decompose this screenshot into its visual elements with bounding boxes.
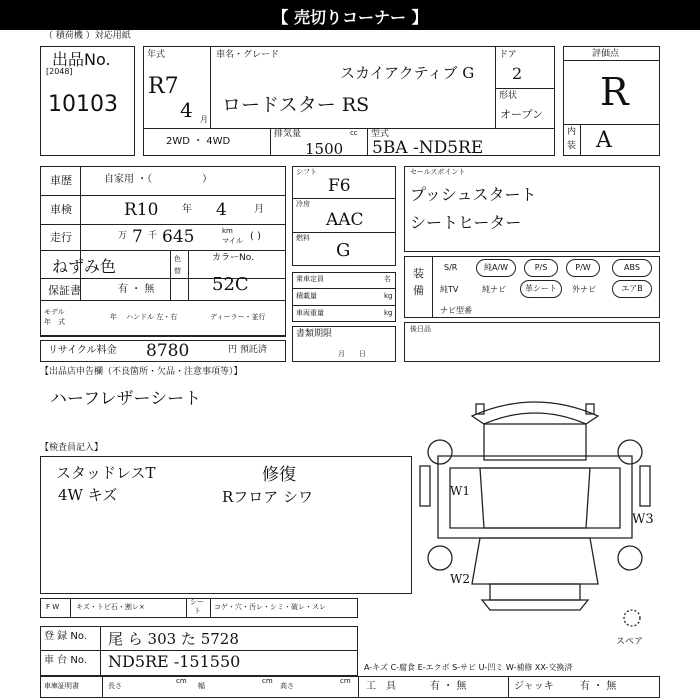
history-label: 車歴 xyxy=(50,174,72,187)
color-value: ねずみ色 xyxy=(52,257,117,276)
equip-ext-navi: 外ナビ xyxy=(572,285,596,294)
fw-seat-label-2: ト xyxy=(194,607,201,615)
navi-model-label: ナビ型番 xyxy=(440,306,472,315)
header-title: 【 売切りコーナー 】 xyxy=(272,8,428,27)
interior-value: A xyxy=(596,128,612,153)
grade-handwritten: スカイアクティブ G xyxy=(340,64,475,82)
damage-legend: A-キズ C-腐食 E-エクボ S-サビ U-凹ミ W-補修 XX-交換済 xyxy=(364,663,573,672)
load-unit: kg xyxy=(384,292,393,300)
weight-label: 車両重量 xyxy=(296,309,324,317)
rating-value: R xyxy=(600,70,629,114)
mileage-unit-km: km xyxy=(222,227,233,235)
dealer-label: ディーラー・並行 xyxy=(210,313,266,321)
year-month-unit: 月 xyxy=(200,115,208,124)
shape-value: オープン xyxy=(500,108,544,121)
equip-power-window: P/W xyxy=(566,259,600,277)
equip-sr: S/R xyxy=(444,263,458,272)
name-label: 車名・グレード xyxy=(216,50,280,60)
color-change-2: 替 xyxy=(174,267,181,275)
seller-notes-value: ハーフレザーシート xyxy=(50,389,202,409)
drive-label: 2WD ・ 4WD xyxy=(166,136,231,147)
recycle-unit: 円 預託済 xyxy=(228,345,267,355)
tools-label: 工 具 xyxy=(366,681,396,692)
registration-label: 登 録 No. xyxy=(44,631,87,642)
fuel-value: G xyxy=(336,240,351,261)
mileage-value-1: 7 xyxy=(132,227,143,247)
mileage-label: 走行 xyxy=(50,231,72,244)
equip-leather-seat: 革シート xyxy=(520,280,562,298)
fw-seat-label-1: シー xyxy=(190,598,204,606)
inspection-month: 4 xyxy=(216,200,227,220)
equip-navi: 純ナビ xyxy=(482,285,506,294)
model-year-label-1: モデル xyxy=(44,308,65,316)
year-label: 年式 xyxy=(147,50,166,60)
sales-line1: プッシュスタート xyxy=(410,185,537,204)
mileage-unit-mile: マイル xyxy=(222,237,243,245)
top-note: （ 積荷機 ）対応用紙 xyxy=(44,31,131,41)
warranty-value: 有 ・ 無 xyxy=(118,284,155,295)
rating-label: 評価点 xyxy=(592,49,620,59)
color-no-value: 52C xyxy=(212,274,249,295)
inspector-left-1: スタッドレスT xyxy=(56,464,156,482)
len-label: 長さ xyxy=(108,682,122,690)
mark-w2: W2 xyxy=(450,572,470,586)
inspection-year-unit: 年 xyxy=(182,204,192,215)
door-label: ドア xyxy=(499,50,517,60)
shape-label: 形状 xyxy=(499,91,518,101)
inspector-left-2: 4W キズ xyxy=(58,486,118,504)
cm3: cm xyxy=(340,677,351,685)
model-year-unit: 年 xyxy=(110,313,117,321)
equip-power-steering: P/S xyxy=(524,259,558,277)
cm2: cm xyxy=(262,677,273,685)
inspector-right-1: 修復 xyxy=(262,465,296,485)
sales-line2: シートヒーター xyxy=(410,213,522,232)
disp-label: 排気量 xyxy=(274,129,302,139)
mileage-man: 万 xyxy=(118,231,128,241)
mark-w1: W1 xyxy=(450,484,470,498)
inspection-label: 車検 xyxy=(50,203,72,216)
mileage-value-2: 645 xyxy=(162,227,195,247)
load-label: 積載量 xyxy=(296,292,317,300)
lot-number: 10103 xyxy=(48,92,118,117)
model-label: 型式 xyxy=(371,129,390,139)
mark-w3: W3 xyxy=(632,512,654,527)
color-change-1: 色 xyxy=(174,255,181,263)
chassis-label: 車 台 No. xyxy=(44,655,87,666)
mileage-paren: ( ) xyxy=(250,231,261,242)
inspector-right-2: Rフロア シワ xyxy=(222,488,314,506)
history-value: 自家用 ・（ ） xyxy=(104,174,213,185)
spare-label: スペア xyxy=(616,637,644,647)
car-name-handwritten: ロードスター RS xyxy=(222,94,370,116)
equip-tv: 純TV xyxy=(440,285,459,294)
inspector-label: 【検査員記入】 xyxy=(40,443,104,453)
capacity-unit: 名 xyxy=(384,275,391,283)
height-label: 高さ xyxy=(280,682,294,690)
tools-value: 有 ・ 無 xyxy=(430,681,467,692)
jack-label: ジャッキ xyxy=(514,681,554,692)
equip-alloy-wheel: 純A/W xyxy=(476,259,516,277)
disp-value: 1500 xyxy=(305,140,344,158)
sales-box xyxy=(404,166,660,252)
retrofit-box xyxy=(404,322,660,362)
jack-value: 有 ・ 無 xyxy=(580,681,617,692)
cert-label: 車庫証明書 xyxy=(44,682,79,690)
lot-stamp: [2048] xyxy=(46,67,73,76)
recycle-label: リサイクル料金 xyxy=(48,345,117,356)
mileage-sen: 千 xyxy=(148,231,158,241)
inspection-month-unit: 月 xyxy=(254,204,264,215)
chassis-value: ND5RE -151550 xyxy=(108,652,241,671)
sales-label: セールスポイント xyxy=(410,168,466,176)
shift-value: F6 xyxy=(328,176,351,196)
doc-label: 書類期限 xyxy=(296,329,333,339)
model-value: 5BA -ND5RE xyxy=(372,138,484,158)
registration-value: 尾 ら 303 た 5728 xyxy=(108,630,239,648)
capacity-label: 乗車定員 xyxy=(296,275,324,283)
interior-label-1: 内 xyxy=(567,127,577,137)
lot-label: 出品No. xyxy=(52,50,111,69)
fuel-label: 燃料 xyxy=(296,234,310,242)
equipment-label-1: 装 xyxy=(413,267,424,280)
disp-unit: cc xyxy=(350,129,358,137)
weight-unit: kg xyxy=(384,309,393,317)
fw-label: F W xyxy=(46,603,60,611)
warranty-label: 保証書 xyxy=(48,284,81,297)
color-no-label: カラーNo. xyxy=(212,253,254,263)
width-label: 幅 xyxy=(198,682,205,690)
interior-label-2: 装 xyxy=(567,141,577,151)
inspection-era: R10 xyxy=(124,200,159,220)
equip-airbag: エアB xyxy=(612,280,652,298)
aircon-value: AAC xyxy=(326,210,364,230)
car-damage-diagram xyxy=(410,388,660,628)
shift-label: シフト xyxy=(296,168,317,176)
fw-options: キズ・トビ石・割レ× xyxy=(76,603,145,611)
seller-notes-label: 【出品店申告欄（不良箇所・欠品・注意事項等）】 xyxy=(40,367,243,377)
history-box xyxy=(40,166,286,336)
doc-unit: 月 日 xyxy=(338,350,366,358)
equipment-label-2: 備 xyxy=(413,284,424,297)
aircon-label: 冷房 xyxy=(296,200,310,208)
year-era: R7 xyxy=(148,74,179,99)
retrofit-label: 後日品 xyxy=(410,325,431,333)
year-month: 4 xyxy=(180,98,193,122)
door-value: 2 xyxy=(512,64,523,83)
model-year-label-2: 年 式 xyxy=(44,318,65,326)
recycle-value: 8780 xyxy=(146,341,190,361)
equip-abs: ABS xyxy=(612,259,652,277)
fw-seat-options: コゲ・穴・汚レ・シミ・破レ・スレ xyxy=(214,603,326,611)
handle-label: ハンドル 左・右 xyxy=(126,313,178,321)
cm1: cm xyxy=(176,677,187,685)
